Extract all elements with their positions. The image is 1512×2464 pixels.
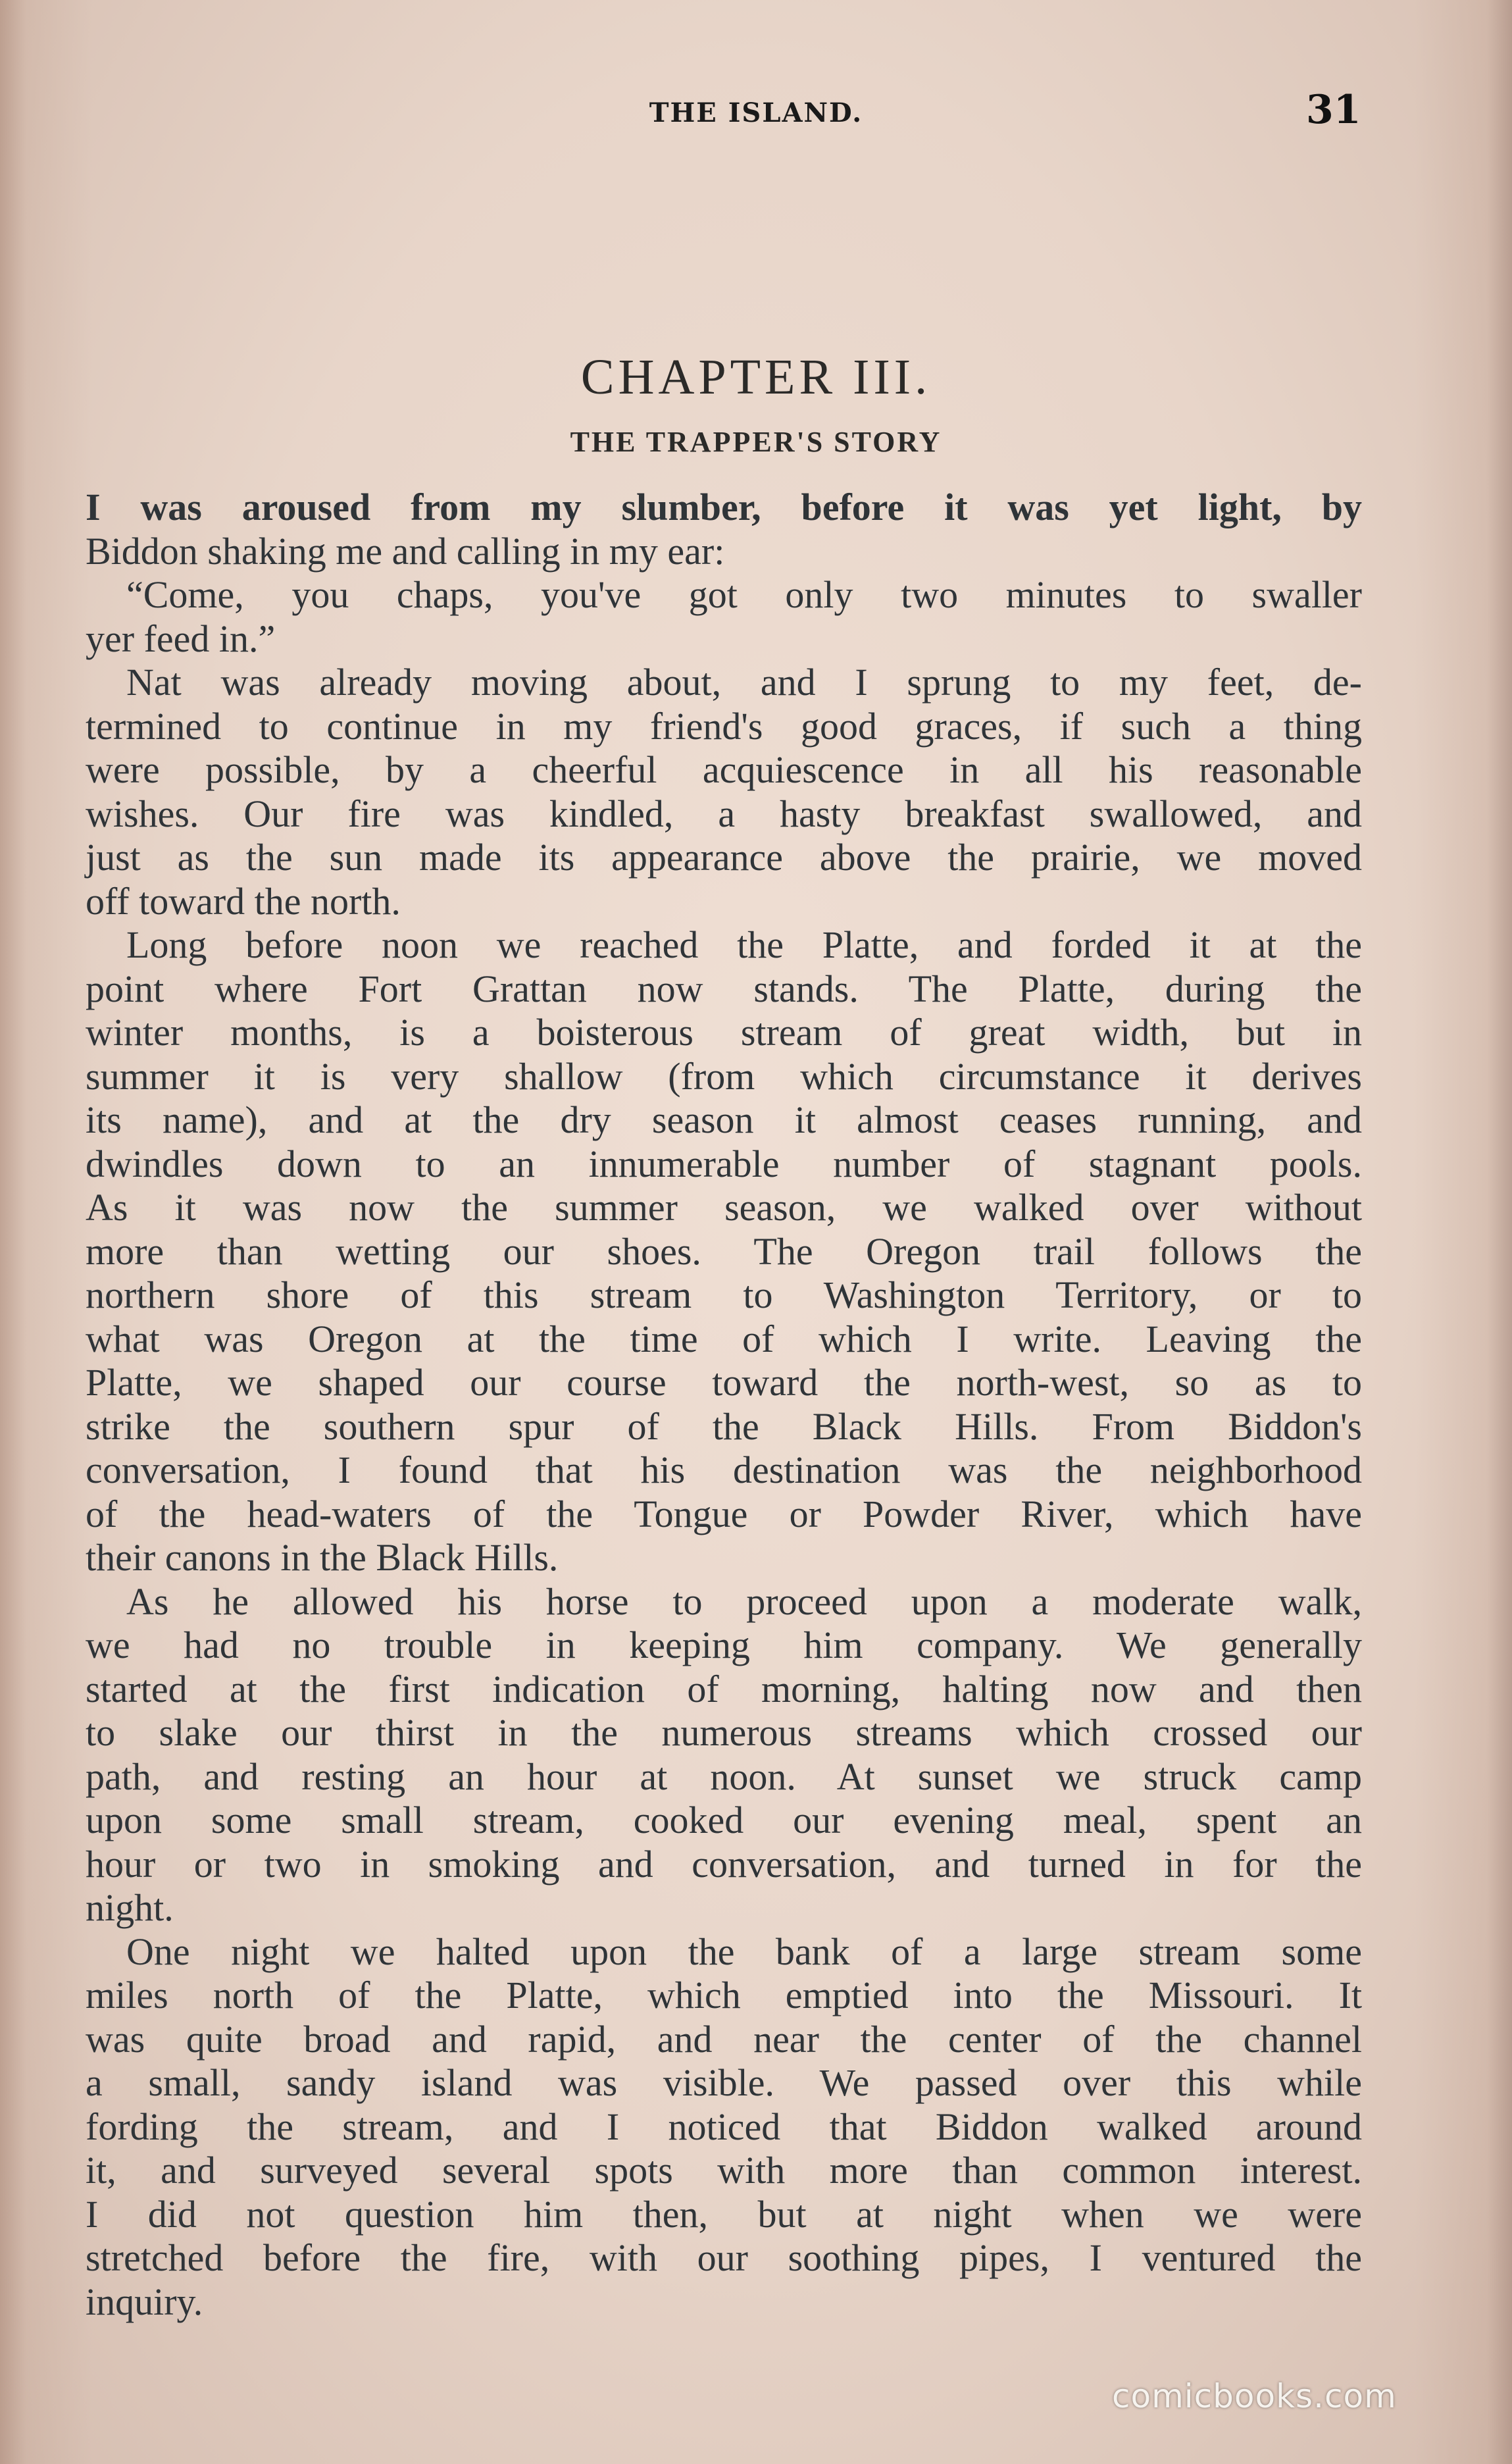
text-line: more than wetting our shoes. The Oregon trail follows the <box>86 1229 1362 1273</box>
watermark-text: comicbooks.com <box>1112 2377 1397 2415</box>
text-line: were possible, by a cheerful acquiescence in all his reasonable <box>86 748 1362 791</box>
text-line: hour or two in smoking and conversation, and turned in for the <box>86 1842 1362 1886</box>
text-line: dwindles down to an innumerable number of stagnant pools. <box>86 1142 1362 1185</box>
text-line: off toward the north. <box>86 879 401 923</box>
text-line: what was Oregon at the time of which I write. Leaving the <box>86 1317 1362 1360</box>
text-line: conversation, I found that his destination was the neighborhood <box>86 1449 1362 1491</box>
text-line: stretched before the fire, with our soothing pipes, I ventured the <box>86 2236 1362 2279</box>
text-line: just as the sun made its appearance above the prairie, we moved <box>86 836 1362 879</box>
chapter-title: CHAPTER III. <box>580 349 932 405</box>
text-line: fording the stream, and I noticed that Biddon walked around <box>86 2105 1362 2148</box>
text-line: path, and resting an hour at noon. At sunset we struck camp <box>86 1755 1362 1798</box>
text-line: Biddon shaking me and calling in my ear: <box>86 529 725 573</box>
text-line: we had no trouble in keeping him company. We generally <box>86 1624 1362 1666</box>
text-line: point where Fort Grattan now stands. The Platte, during the <box>86 967 1362 1010</box>
chapter-subtitle: THE TRAPPER'S STORY <box>570 426 942 458</box>
text-line: inquiry. <box>86 2280 203 2323</box>
text-line: it, and surveyed several spots with more than common interest. <box>86 2149 1362 2192</box>
text-line: I did not question him then, but at night when we were <box>86 2192 1362 2236</box>
text-line: Nat was already moving about, and I sprung to my feet, de- <box>126 661 1362 704</box>
text-line: yer feed in.” <box>86 617 276 660</box>
text-line: Platte, we shaped our course toward the north-west, so as to <box>86 1361 1362 1404</box>
text-line: “Come, you chaps, you've got only two minutes to swaller <box>126 573 1362 616</box>
text-line: its name), and at the dry season it almost ceases running, and <box>86 1098 1362 1141</box>
text-line: northern shore of this stream to Washington Territory, or to <box>86 1273 1362 1316</box>
text-line: I was aroused from my slumber, before it was yet light, by <box>86 486 1362 528</box>
text-line: upon some small stream, cooked our evening meal, spent an <box>86 1799 1362 1841</box>
page-number: 31 <box>1306 87 1361 133</box>
running-head: THE ISLAND. <box>649 97 863 128</box>
text-line: As it was now the summer season, we walked over without <box>86 1186 1362 1229</box>
text-line: night. <box>86 1886 174 1929</box>
text-line: wishes. Our fire was kindled, a hasty breakfast swallowed, and <box>86 792 1362 835</box>
text-line: to slake our thirst in the numerous streams which crossed our <box>86 1711 1362 1754</box>
text-line: winter months, is a boisterous stream of great width, but in <box>86 1011 1362 1054</box>
text-line: of the head-waters of the Tongue or Powder River, which have <box>86 1492 1362 1535</box>
text-line: a small, sandy island was visible. We passed over this while <box>86 2061 1362 2104</box>
text-line: strike the southern spur of the Black Hills. From Biddon's <box>86 1404 1362 1448</box>
text-line: miles north of the Platte, which emptied into the Missouri. It <box>86 1974 1362 2016</box>
text-line: As he allowed his horse to proceed upon a moderate walk, <box>126 1579 1362 1623</box>
text-line: One night we halted upon the bank of a large stream some <box>126 1930 1362 1973</box>
text-line: Long before noon we reached the Platte, and forded it at the <box>126 923 1362 966</box>
text-line: summer it is very shallow (from which circumstance it derives <box>86 1054 1362 1098</box>
chapter-body-text <box>86 486 1362 2324</box>
text-line: termined to continue in my friend's good graces, if such a thing <box>86 704 1362 748</box>
text-line: their canons in the Black Hills. <box>86 1536 559 1579</box>
text-line: was quite broad and rapid, and near the center of the channel <box>86 2017 1362 2061</box>
text-line: started at the first indication of morning, halting now and then <box>86 1667 1362 1710</box>
